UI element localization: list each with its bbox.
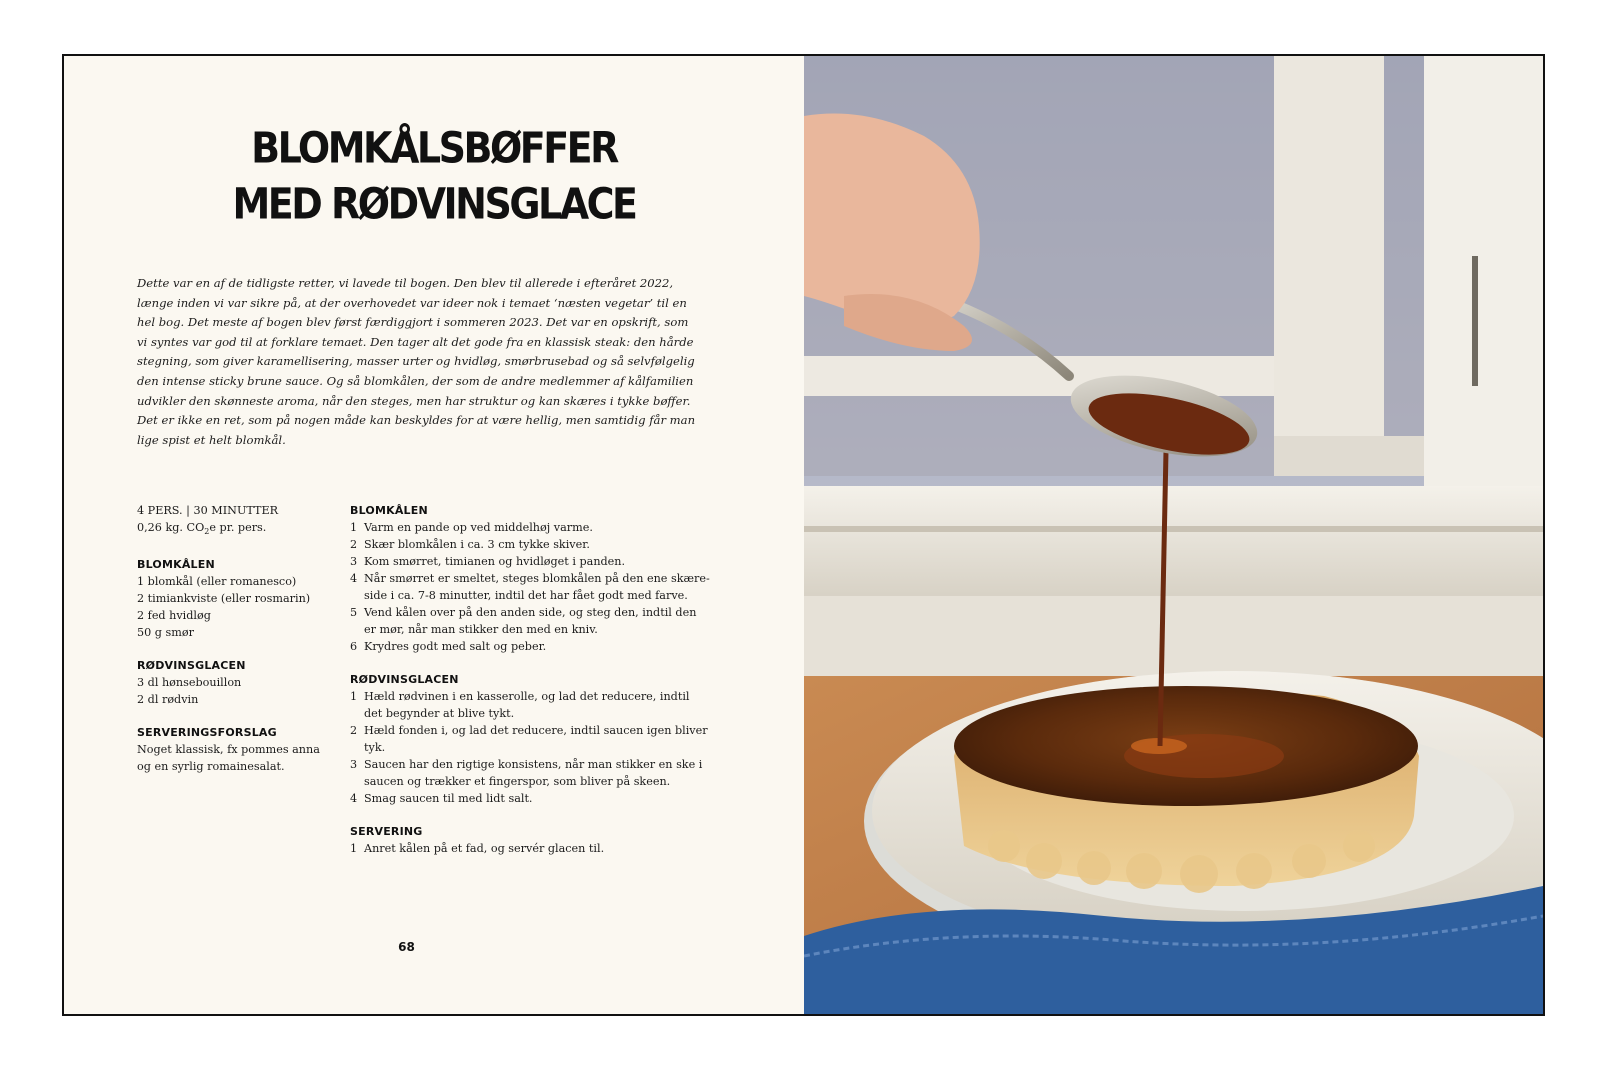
- ingredient-heading: SERVERINGSFORSLAG: [137, 726, 277, 740]
- method-step: [350, 638, 710, 655]
- recipe-title: [64, 120, 804, 232]
- ingredient-item: og en syrlig romainesalat.: [137, 760, 285, 774]
- step-number: 2: [350, 538, 358, 551]
- method-heading: BLOMKÅLEN: [350, 504, 428, 517]
- page-number: 68: [398, 940, 415, 954]
- method-step: [350, 536, 710, 553]
- step-number: 4: [350, 572, 358, 585]
- ingredient-item: 3 dl hønsebouillon: [137, 676, 242, 690]
- title-line-2: MED RØDVINSGLACE: [232, 179, 636, 229]
- method-step: [350, 790, 710, 807]
- step-number: 2: [350, 724, 358, 737]
- method-step: [350, 688, 710, 722]
- step-text: Når smørret er smeltet, steges blomkålen på den ene skære-side i ca. 7-8 minutter, indtil det har fået godt med farve.: [364, 572, 710, 602]
- method-step: [350, 722, 710, 756]
- step-number: 3: [350, 758, 358, 771]
- ingredient-item: Noget klassisk, fx pommes anna: [137, 743, 320, 757]
- method-heading: SERVERING: [350, 825, 423, 838]
- step-text: Krydres godt med salt og peber.: [364, 640, 547, 653]
- co2-footprint: [137, 519, 327, 540]
- ingredients-column: [137, 502, 327, 775]
- step-number: 1: [350, 521, 358, 534]
- co2-sub: 2: [204, 527, 210, 537]
- ingredient-heading: BLOMKÅLEN: [137, 558, 215, 572]
- ingredient-heading: RØDVINSGLACEN: [137, 659, 246, 673]
- ingredient-item: 1 blomkål (eller romanesco): [137, 575, 297, 589]
- method-step: [350, 840, 710, 857]
- recipe-intro: Dette var en af de tidligste retter, vi lavede til bogen. Den blev til allerede i efteråret 2022, længe inden vi var sikre på, at der overhovedet var ideer nok i temaet ‘næsten vegetar’ til en hel bog. Det meste af bogen blev først færdiggjort i sommeren 2023. Det var en opskrift, som vi syntes var god til at forklare temaet. Den tager alt det gode fra en klassisk steak: den hårde stegning, som giver karamellisering, masser urter og hvidløg, smørbrusebad og så selvfølgelig den intense sticky brune sauce. Og så blomkålen, der som de andre medlemmer af kålfamilien udvikler den skønneste aroma, når den steges, men har struktur og kan skæres i tykke bøffer. Det er ikke en ret, som på nogen måde kan beskyldes for at være hellig, men samtidig får man lige spist et helt blomkål.: [137, 276, 696, 447]
- right-page: [804, 56, 1543, 1014]
- method-column: [350, 502, 710, 857]
- method-step: [350, 570, 710, 604]
- co2-prefix: 0,26 kg. CO: [137, 521, 205, 534]
- step-number: 3: [350, 555, 358, 568]
- method-list: [350, 502, 710, 857]
- step-number: 5: [350, 606, 358, 619]
- step-text: Vend kålen over på den anden side, og steg den, indtil den er mør, når man stikker den med en kniv.: [364, 606, 697, 636]
- cauliflower-sauce-photo: [804, 56, 1543, 1014]
- ingredient-item: 2 timiankviste (eller rosmarin): [137, 592, 311, 606]
- method-step: [350, 553, 710, 570]
- step-number: 4: [350, 792, 358, 805]
- step-text: Hæld rødvinen i en kasserolle, og lad det reducere, indtil det begynder at blive tykt.: [364, 690, 690, 720]
- recipe-meta: [137, 502, 327, 540]
- step-text: Anret kålen på et fad, og servér glacen til.: [364, 842, 605, 855]
- step-text: Varm en pande op ved middelhøj varme.: [364, 521, 593, 534]
- step-number: 6: [350, 640, 358, 653]
- title-line-1: BLOMKÅLSBØFFER: [251, 123, 617, 173]
- method-step: [350, 756, 710, 790]
- step-number: 1: [350, 690, 358, 703]
- method-step: [350, 604, 710, 638]
- step-number: 1: [350, 842, 358, 855]
- serving-time: 4 PERS. | 30 MINUTTER: [137, 504, 279, 517]
- step-text: Skær blomkålen i ca. 3 cm tykke skiver.: [364, 538, 590, 551]
- ingredient-item: 2 dl rødvin: [137, 693, 199, 707]
- step-text: Hæld fonden i, og lad det reducere, indtil saucen igen bliver tyk.: [364, 724, 708, 754]
- step-text: Saucen har den rigtige konsistens, når man stikker en ske i saucen og trækker et fingerspor, som bliver på skeen.: [364, 758, 703, 788]
- book-spread: [62, 54, 1545, 1016]
- left-page: [64, 56, 804, 1014]
- method-heading: RØDVINSGLACEN: [350, 673, 459, 686]
- ingredients-list: [137, 556, 327, 775]
- co2-suffix: e pr. pers.: [209, 521, 267, 534]
- step-text: Kom smørret, timianen og hvidløget i panden.: [364, 555, 626, 568]
- ingredient-item: 2 fed hvidløg: [137, 609, 211, 623]
- step-text: Smag saucen til med lidt salt.: [364, 792, 533, 805]
- method-step: [350, 519, 710, 536]
- ingredient-item: 50 g smør: [137, 626, 194, 640]
